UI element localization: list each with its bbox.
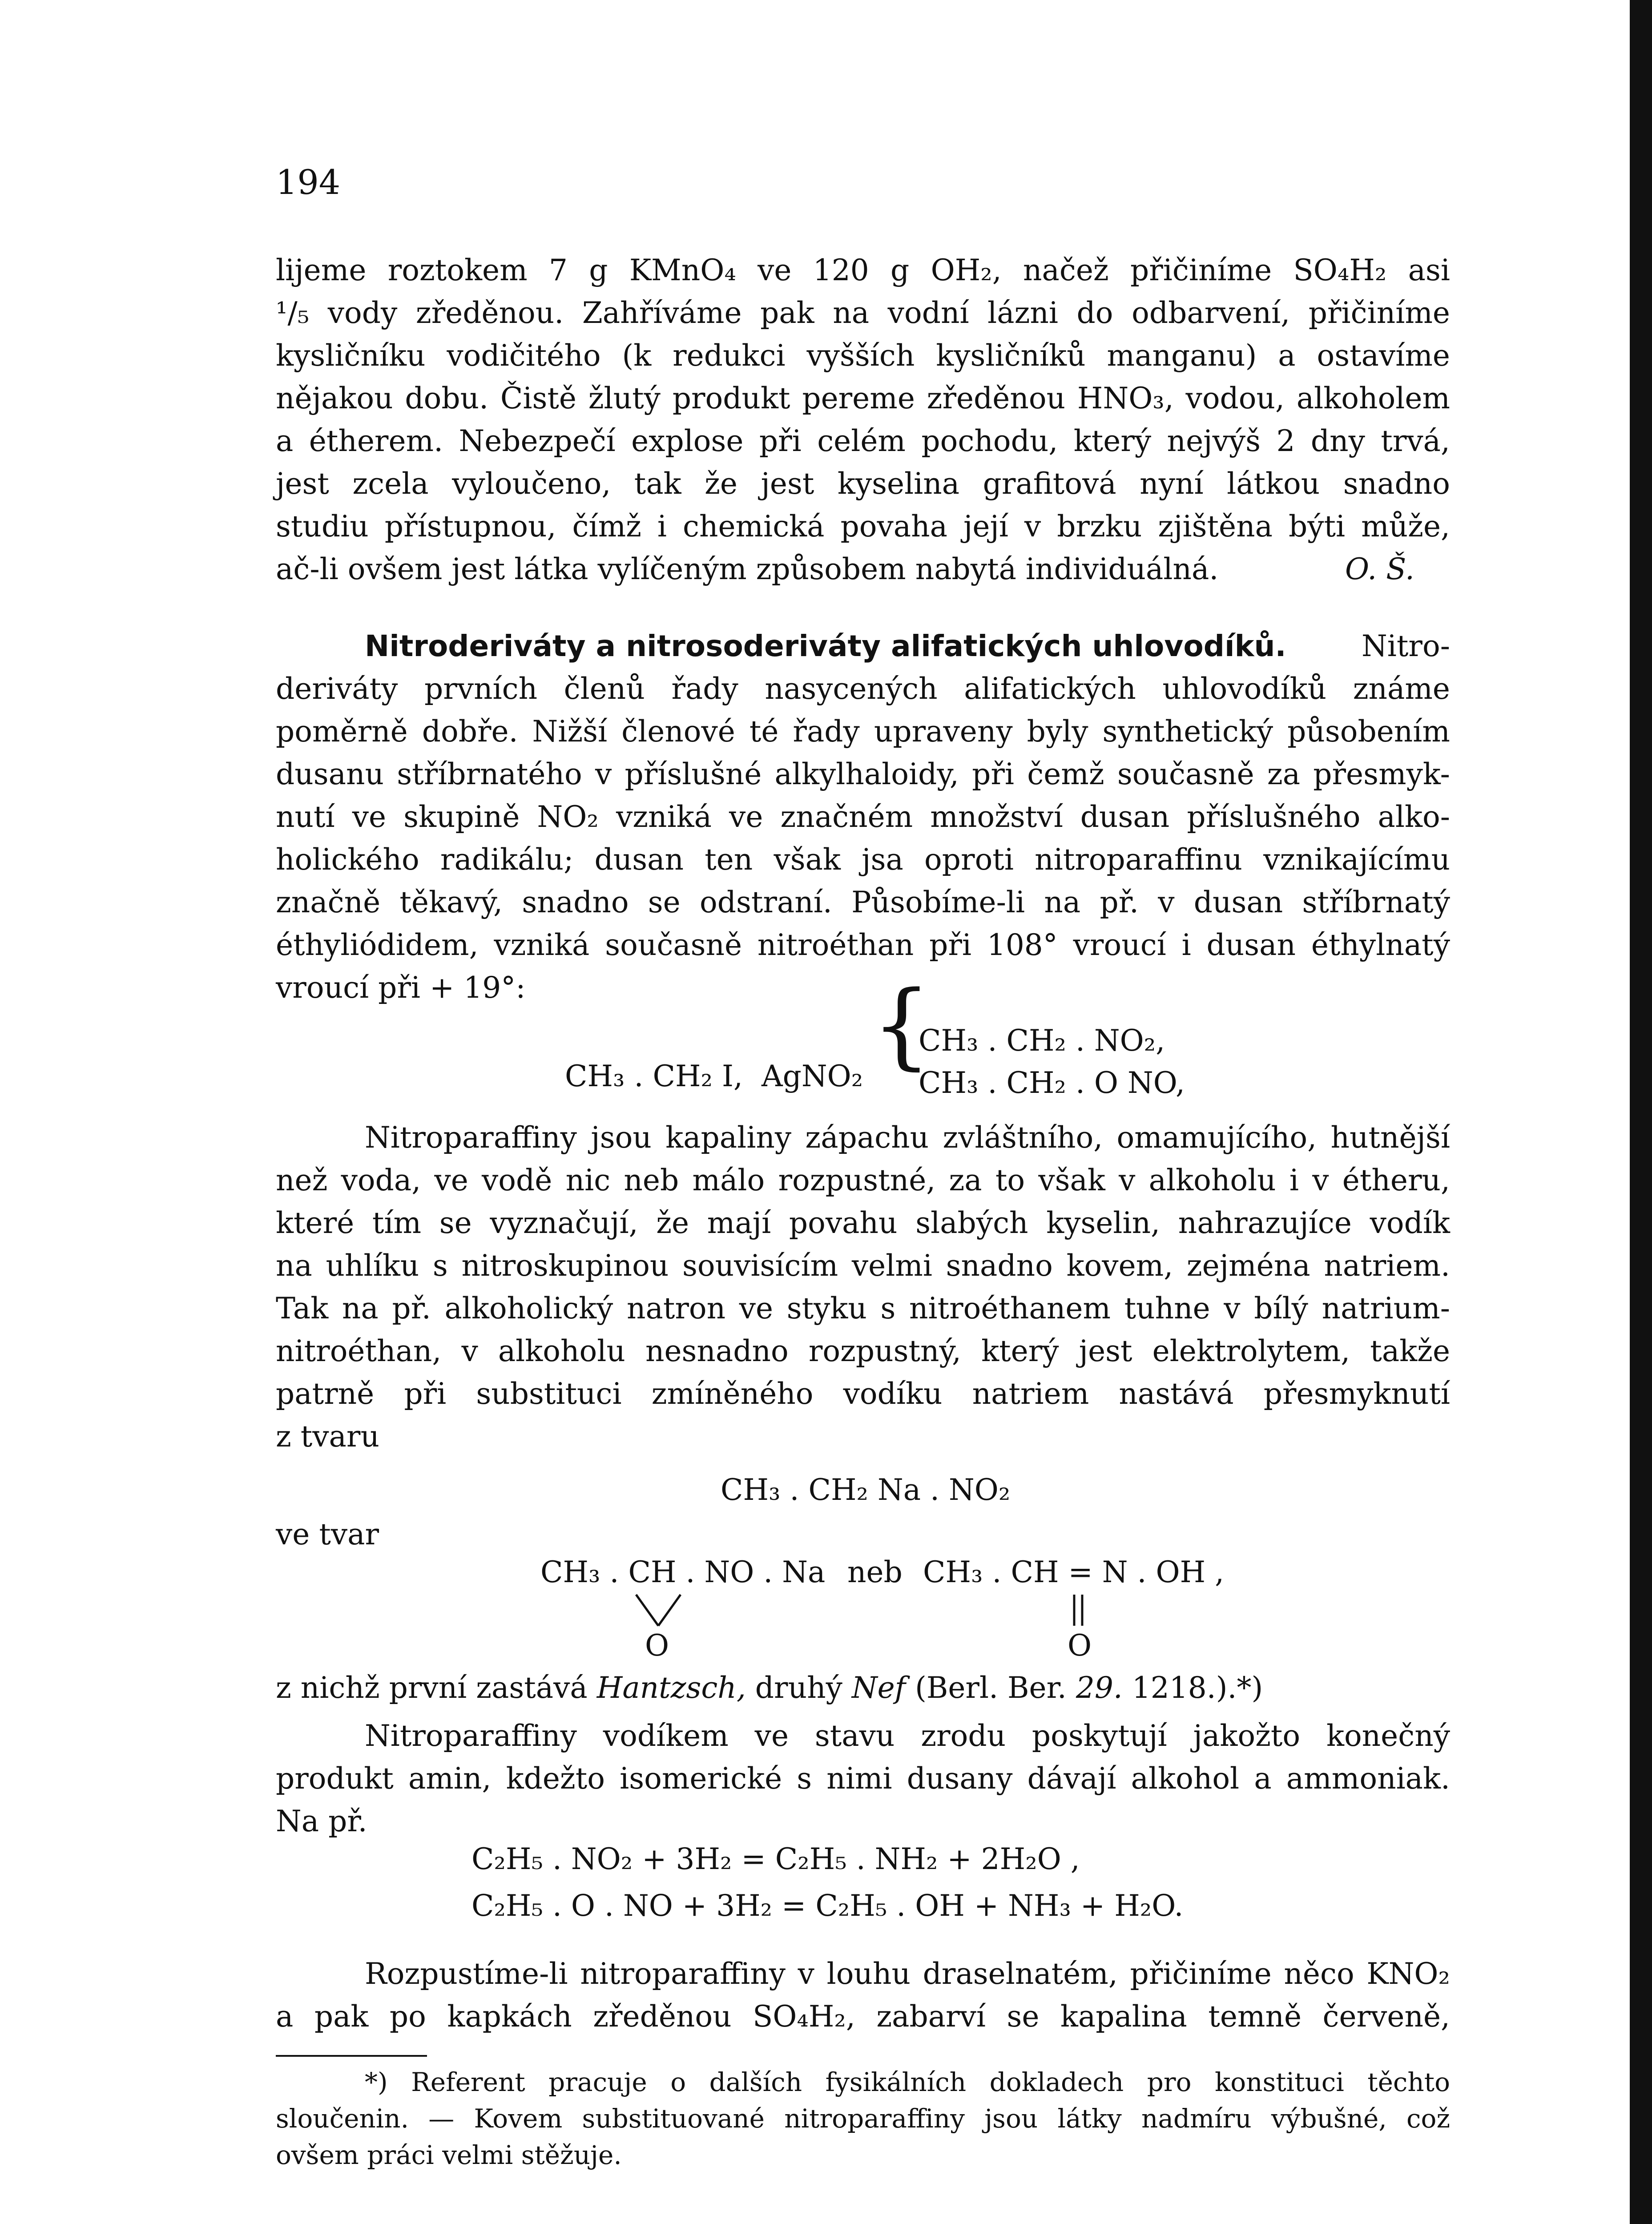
footnote: [276, 2064, 1450, 2173]
reference-prefix: z nichž první zastává: [276, 1671, 588, 1705]
text-line: ač-li ovšem jest látka vylíčeným způsobem nabytá individuálná.: [276, 552, 1219, 586]
text-line: nutí ve skupině NO₂ vzniká ve značném množství dusan příslušného alko-: [276, 800, 1450, 834]
page-edge-border: [1630, 0, 1652, 2224]
section-heading: Nitroderiváty a nitrosoderiváty alifatických uhlovodíků.: [365, 629, 1286, 663]
formula-reactants: CH₃ . CH₂ I, AgNO₂: [565, 1059, 863, 1093]
citation-prefix: (Berl. Ber.: [915, 1671, 1067, 1705]
text-line: deriváty prvních členů řady nasycených alifatických uhlovodíků známe: [276, 672, 1450, 706]
formula-sodium-salt: CH₃ . CH₂ Na . NO₂: [721, 1473, 1011, 1507]
formula-iso-form-2: CH₃ . CH = N . OH ,: [923, 1555, 1225, 1589]
citation-suffix: 1218.).*): [1132, 1671, 1263, 1705]
formula-product-nitrite: CH₃ . CH₂ . O NO,: [919, 1066, 1185, 1100]
paragraph-5: [276, 1953, 1450, 2038]
text-line: než voda, ve vodě nic neb málo rozpustné, za to však v alkoholu i v étheru,: [276, 1163, 1450, 1197]
text-line: a pak po kapkách zředěnou SO₄H₂, zabarví se kapalina temně červeně,: [276, 1999, 1450, 2034]
text-line: vroucí při + 19°:: [276, 971, 526, 1005]
paragraph-1: [276, 249, 1450, 591]
text-line: na uhlíku s nitroskupinou souvisícím velmi snadno kovem, zejména natriem.: [276, 1249, 1450, 1283]
footnote-line: *) Referent pracuje o dalších fysikálních dokladech pro konstituci těchto: [365, 2067, 1450, 2097]
text-line: Tak na př. alkoholický natron ve styku s nitroéthanem tuhne v bílý natrium-: [276, 1291, 1450, 1326]
citation-volume: 29.: [1076, 1671, 1123, 1705]
footnote-line: sloučenin. — Kovem substituované nitroparaffiny jsou látky nadmíru výbušné, což: [276, 2103, 1450, 2134]
text-line: nějakou dobu. Čistě žlutý produkt pereme zředěnou HNO₃, vodou, alkoholem: [276, 381, 1450, 415]
text-line: Nitroparaffiny vodíkem ve stavu zrodu poskytují jakožto konečný: [365, 1719, 1450, 1753]
paragraph-4: [276, 1715, 1450, 1843]
formula-oxygen-left: O: [645, 1628, 669, 1663]
text-line: holického radikálu; dusan ten však jsa oproti nitroparaffinu vznikajícímu: [276, 842, 1450, 877]
text-line: jest zcela vyloučeno, tak že jest kyselina grafitová nyní látkou snadno: [276, 467, 1450, 501]
text-ve-tvar: ve tvar: [276, 1517, 379, 1551]
paragraph-3: [276, 1116, 1450, 1458]
text-line: éthyliódidem, vzniká současně nitroéthan při 108° vroucí i dusan éthylnatý: [276, 928, 1450, 962]
text-line: patrně při substituci zmíněného vodíku natriem nastává přesmyknutí: [276, 1377, 1450, 1411]
text-line: kysličníku vodičitého (k redukci vyšších kysličníků manganu) a ostavíme: [276, 338, 1450, 373]
heading-line: [276, 625, 1450, 668]
author-nef: Nef: [851, 1671, 906, 1705]
formula-neb: neb: [847, 1555, 903, 1589]
heading-tail: Nitro-: [1362, 629, 1450, 663]
curly-brace-icon: {: [872, 971, 931, 1080]
text-line: studiu přístupnou, čímž i chemická povaha její v brzku zjištěna býti může,: [276, 509, 1450, 544]
page-number: 194: [276, 162, 341, 202]
text-line: ¹/₅ vody zředěnou. Zahříváme pak na vodní lázni do odbarvení, přičiníme: [276, 296, 1450, 330]
text-line: nitroéthan, v alkoholu nesnadno rozpustný, který jest elektrolytem, takže: [276, 1334, 1450, 1368]
formula-product-nitro: CH₃ . CH₂ . NO₂,: [919, 1023, 1165, 1058]
formula-iso-form-1: CH₃ . CH . NO . Na: [540, 1555, 826, 1589]
text-line: značně těkavý, snadno se odstraní. Působíme-li na př. v dusan stříbrnatý: [276, 885, 1450, 919]
footnote-line: ovšem práci velmi stěžuje.: [276, 2140, 622, 2170]
text-line: lijeme roztokem 7 g KMnO₄ ve 120 g OH₂, načež přičiníme SO₄H₂ asi: [276, 253, 1450, 287]
paragraph-2: [276, 625, 1450, 1009]
text-line: a étherem. Nebezpečí explose při celém pochodu, který nejvýš 2 dny trvá,: [276, 424, 1450, 458]
text-line: dusanu stříbrnatého v příslušné alkylhaloidy, při čemž současně za přesmyk-: [276, 757, 1450, 791]
text-line: Nitroparaffiny jsou kapaliny zápachu zvláštního, omamujícího, hutnější: [365, 1120, 1450, 1155]
footnote-divider: [276, 2055, 427, 2057]
equation-nitrite-reduction: C₂H₅ . O . NO + 3H₂ = C₂H₅ . OH + NH₃ + H₂O.: [471, 1889, 1184, 1923]
text-line: z tvaru: [276, 1419, 379, 1454]
author-hantzsch: Hantzsch,: [596, 1671, 746, 1705]
author-signature: O. Š.: [1345, 552, 1414, 586]
text-line: které tím se vyznačují, že mají povahu slabých kyselin, nahrazujíce vodík: [276, 1206, 1450, 1240]
reference-line: [276, 1670, 1263, 1706]
text-line: Rozpustíme-li nitroparaffiny v louhu draselnatém, přičiníme něco KNO₂: [365, 1957, 1450, 1991]
text-line-last: [276, 548, 1414, 591]
text-line: Na př.: [276, 1804, 367, 1838]
formula-oxygen-right: O: [1068, 1628, 1092, 1663]
equation-nitroparaffin-reduction: C₂H₅ . NO₂ + 3H₂ = C₂H₅ . NH₂ + 2H₂O ,: [471, 1842, 1080, 1876]
reference-middle: druhý: [755, 1671, 842, 1705]
double-bond-icon: [1070, 1590, 1088, 1630]
text-line: produkt amin, kdežto isomerické s nimi dusany dávají alkohol a ammoniak.: [276, 1761, 1450, 1796]
text-line: poměrně dobře. Nižší členové té řady upraveny byly synthetický působením: [276, 714, 1450, 749]
